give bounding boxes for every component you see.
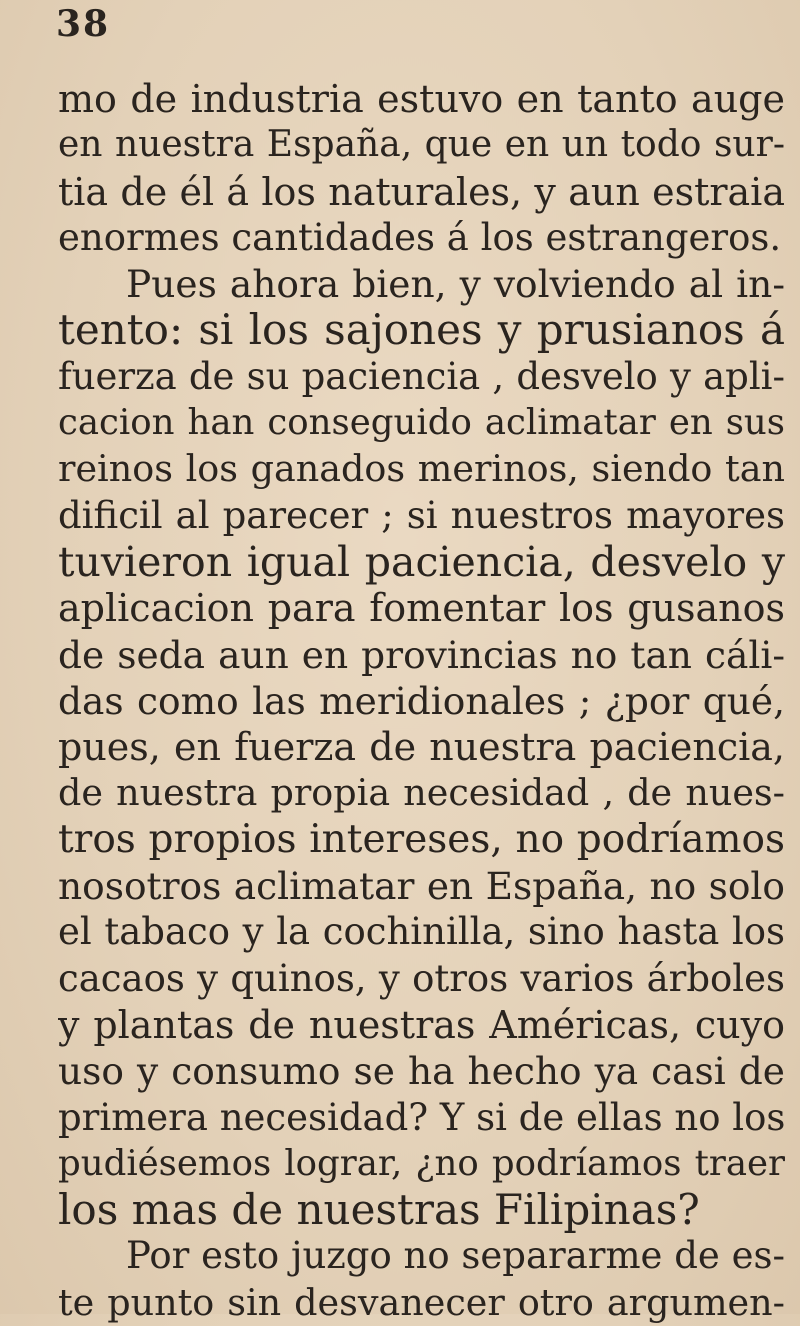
text-line: uso y consumo se ha hecho ya casi de — [58, 1049, 785, 1094]
text-line: nosotros aclimatar en España, no solo — [58, 864, 785, 909]
text-line: pues, en fuerza de nuestra paciencia, — [58, 725, 785, 770]
text-line: de nuestra propia necesidad , de nues- — [58, 771, 785, 815]
text-line: Por esto juzgo no separarme de es- — [126, 1234, 785, 1278]
text-line: das como las meridionales ; ¿por qué, — [58, 678, 785, 723]
text-line: pudiésemos lograr, ¿no podríamos traer — [58, 1142, 785, 1184]
text-line: enormes cantidades á los estrangeros. — [58, 215, 782, 259]
page-number: 38 — [56, 3, 111, 45]
text-line: tros propios intereses, no podríamos — [58, 816, 785, 862]
text-line: y plantas de nuestras Américas, cuyo — [58, 1002, 785, 1047]
text-line: de seda aun en provincias no tan cáli- — [58, 632, 785, 677]
text-line: tuvieron igual paciencia, desvelo y — [58, 538, 785, 586]
body-text — [58, 76, 785, 1326]
text-line: aplicacion para fomentar los gusanos — [58, 586, 785, 631]
text-line: en nuestra España, que en un todo sur- — [58, 124, 785, 166]
text-line: te punto sin desvanecer otro argumen- — [58, 1280, 785, 1324]
text-line: Pues ahora bien, y volviendo al in- — [126, 262, 785, 307]
text-line: cacaos y quinos, y otros varios árboles — [58, 956, 785, 1000]
text-line: dificil al parecer ; si nuestros mayores — [58, 493, 785, 537]
text-line: mo de industria estuvo en tanto auge — [58, 77, 785, 121]
text-line: primera necesidad? Y si de ellas no los — [58, 1095, 785, 1139]
text-line: tento: si los sajones y prusianos á — [58, 307, 785, 354]
text-line: el tabaco y la cochinilla, sino hasta los — [58, 910, 785, 954]
text-line: cacion han conseguido aclimatar en sus — [58, 402, 785, 444]
text-line: los mas de nuestras Filipinas? — [58, 1187, 700, 1234]
text-line: fuerza de su paciencia , desvelo y apli- — [58, 354, 785, 398]
text-line: tia de él á los naturales, y aun estraia — [58, 169, 785, 214]
text-line: reinos los ganados merinos, siendo tan — [58, 447, 785, 491]
